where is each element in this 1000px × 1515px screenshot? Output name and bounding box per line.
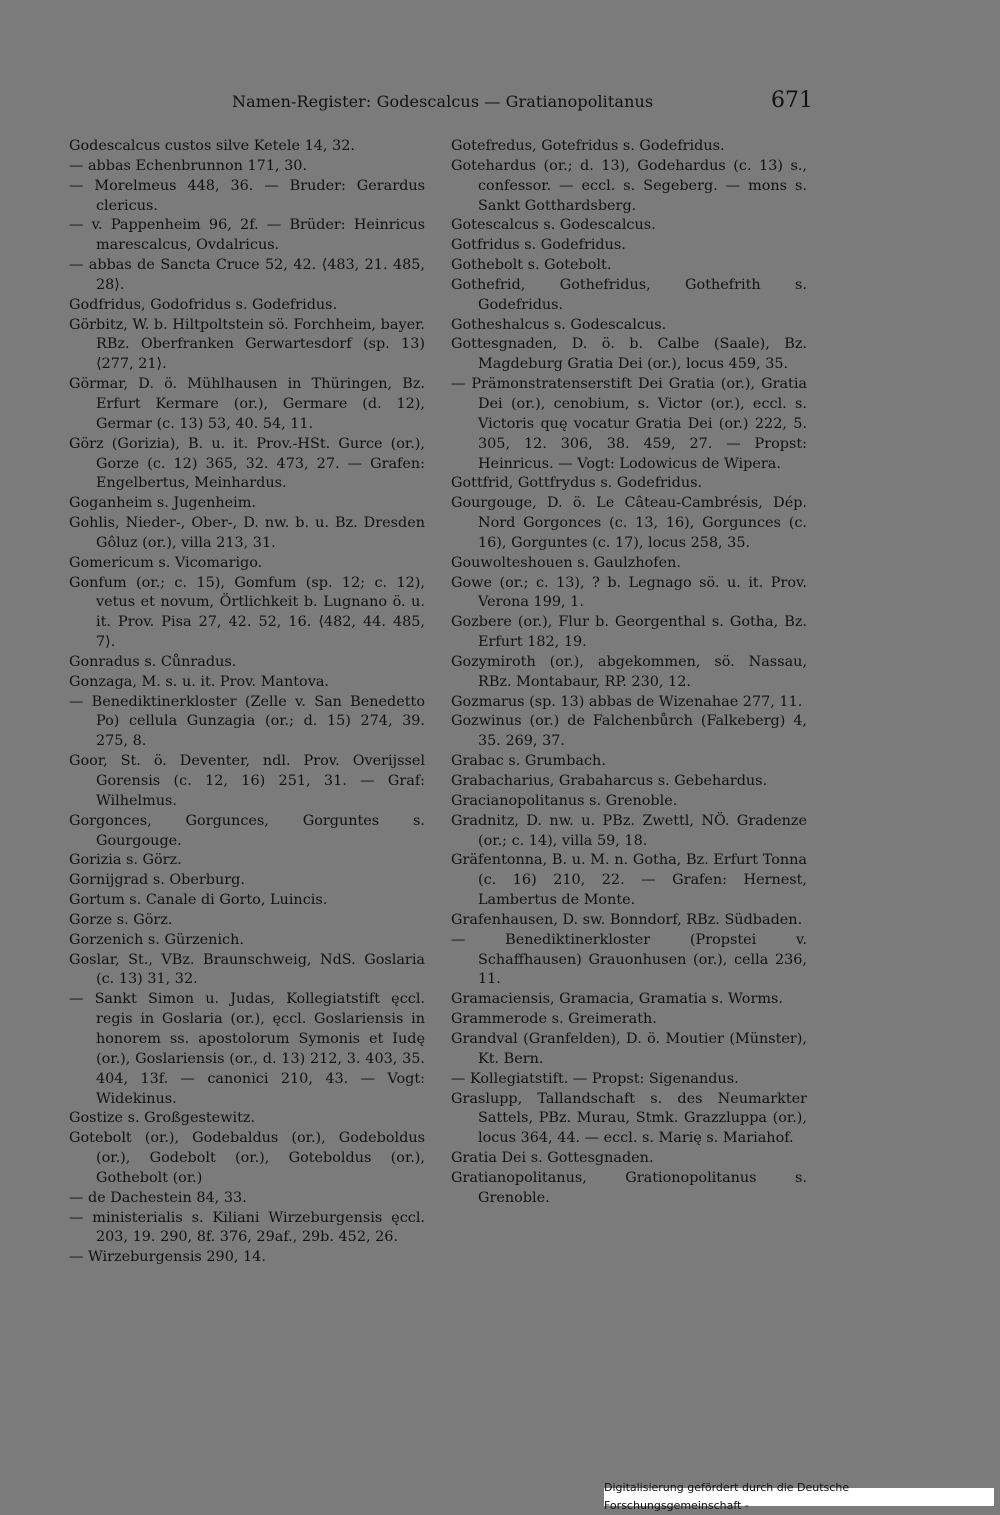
footer-text: Digitalisierung gefördert durch die Deutsche Forschungsgemeinschaft - [604, 1481, 850, 1512]
register-entry: — abbas de Sancta Cruce 52, 42. ⟨483, 21. 485, 28⟩. [69, 257, 425, 293]
register-entry: Gohlis, Nieder-, Ober-, D. nw. b. u. Bz. Dresden Gôluz (or.), villa 213, 31. [69, 515, 425, 551]
register-entry: Gortum s. Canale di Gorto, Luincis. [69, 892, 328, 909]
register-entry: Goor, St. ö. Deventer, ndl. Prov. Overijssel Gorensis (c. 12, 16) 251, 31. — Graf: Wilhelmus. [69, 753, 425, 809]
register-entry: — de Dachestein 84, 33. [69, 1189, 247, 1206]
register-entry: Godescalcus custos silve Ketele 14, 32. [69, 138, 355, 154]
register-entry: Gozwinus (or.) de Falchenbůrch (Falkeberg) 4, 35. 269, 37. [451, 713, 807, 750]
register-entry: Gozmarus (sp. 13) abbas de Wizenahae 277, 11. [451, 693, 803, 710]
register-entry: Gratia Dei s. Gottesgnaden. [451, 1150, 654, 1167]
register-entry: Gotfridus s. Godefridus. [451, 237, 626, 254]
running-title: Namen-Register: Godescalcus — Gratianopolitanus [232, 92, 654, 111]
register-entry: Grammerode s. Greimerath. [451, 1011, 657, 1028]
register-entry: — Kollegiatstift. — Propst: Sigenandus. [451, 1070, 739, 1087]
register-entry: Gouwolteshouen s. Gaulzhofen. [451, 554, 681, 571]
register-entry: Gorizia s. Görz. [69, 852, 182, 869]
register-entry: Gorzenich s. Gürzenich. [69, 931, 244, 948]
register-entry: — Prämonstratenserstift Dei Gratia (or.), Gratia Dei (or.), cenobium, s. Victor (or.), eccl. s. Victoris quę vocatur Gratia Dei (or.) 222, 5. 305, 12. 306, 38. 459, 27. — Propst: Heinricus. — Vogt: Lodowicus de Wipera. [451, 376, 807, 472]
register-entry: Goganheim s. Jugenheim. [69, 495, 257, 512]
register-entry: — Benediktinerkloster (Zelle v. San Benedetto Po) cellula Gunzagia (or.; d. 15) 274, 39. 275, 8. [69, 693, 425, 750]
register-entry: — Wirzeburgensis 290, 14. [69, 1249, 266, 1266]
register-entry: Gotheshalcus s. Godescalcus. [451, 316, 667, 333]
register-entry: Görmar, D. ö. Mühlhausen in Thüringen, Bz. Erfurt Kermare (or.), Germare (d. 12), Germar (c. 13) 53, 40. 54, 11. [69, 376, 425, 432]
register-entry: Gramaciensis, Gramacia, Gramatia s. Worms. [451, 991, 783, 1008]
register-entry: Gomericum s. Vicomarigo. [69, 554, 263, 571]
register-entry: — Benediktinerkloster (Propstei v. Schaffhausen) Grauonhusen (or.), cella 236, 11. [451, 931, 807, 988]
right-column [451, 137, 807, 1209]
register-entry: Gotescalcus s. Godescalcus. [451, 217, 656, 234]
register-entry: — abbas Echenbrunnon 171, 30. [69, 157, 308, 174]
register-entry: Gotebolt (or.), Godebaldus (or.), Godeboldus (or.), Godebolt (or.), Goteboldus (or.), Gothebolt (or.) [69, 1130, 425, 1186]
register-entry: Gonzaga, M. s. u. it. Prov. Mantova. [69, 673, 330, 690]
register-entry: Gratianopolitanus, Grationopolitanus s. Grenoble. [451, 1169, 807, 1206]
register-entry: Gozbere (or.), Flur b. Georgenthal s. Gotha, Bz. Erfurt 182, 19. [451, 614, 807, 651]
page-header [0, 88, 1000, 120]
register-entry: Gonradus s. Cůnradus. [69, 653, 237, 670]
register-entry: Grabac s. Grumbach. [451, 753, 606, 770]
register-entry: — Morelmeus 448, 36. — Bruder: Gerardus clericus. [69, 177, 425, 214]
register-entry: Gornijgrad s. Oberburg. [69, 872, 245, 889]
register-entry: Gracianopolitanus s. Grenoble. [451, 792, 678, 809]
register-entry: Gothefrid, Gothefridus, Gothefrith s. Godefridus. [451, 276, 807, 313]
dfg-footer [604, 1481, 994, 1512]
register-entry: Gotehardus (or.; d. 13), Godehardus (c. 13) s., confessor. — eccl. s. Segeberg. — mons s. Sankt Gotthardsberg. [451, 157, 807, 214]
register-entry: Görbitz, W. b. Hiltpoltstein sö. Forchheim, bayer. RBz. Oberfranken Gerwartesdorf (sp. 13) ⟨277, 21⟩. [69, 316, 425, 373]
register-entry: Gräfentonna, B. u. M. n. Gotha, Bz. Erfurt Tonna (c. 16) 210, 22. — Grafen: Hernest, Lambertus de Monte. [451, 852, 807, 909]
register-entry: Goslar, St., VBz. Braunschweig, NdS. Goslaria (c. 13) 31, 32. [69, 951, 425, 988]
register-entry: Gothebolt s. Gotebolt. [451, 257, 612, 274]
register-entry: Gourgouge, D. ö. Le Câteau-Cambrésis, Dép. Nord Gorgonces (c. 13, 16), Gorgunces (c. 16), Gorguntes (c. 17), locus 258, 35. [451, 495, 807, 551]
register-entry: — Sankt Simon u. Judas, Kollegiatstift ęccl. regis in Goslaria (or.), ęccl. Goslariensis in honorem ss. apostolorum Symonis et Iudę (or.), Goslariensis (or., d. 13) 212, 3. 403, 35. 404, 13f. — canonici 210, 43. — Vogt: Widekinus. [69, 991, 425, 1107]
register-entry: Godfridus, Godofridus s. Godefridus. [69, 296, 338, 313]
register-entry: Gozymiroth (or.), abgekommen, sö. Nassau, RBz. Montabaur, RP. 230, 12. [451, 653, 807, 690]
register-entry: Gorze s. Görz. [69, 911, 173, 928]
register-entry: Görz (Gorizia), B. u. it. Prov.-HSt. Gurce (or.), Gorze (c. 12) 365, 32. 473, 27. — Grafen: Engelbertus, Meinhardus. [69, 435, 425, 492]
register-entry: Gowe (or.; c. 13), ? b. Legnago sö. u. it. Prov. Verona 199, 1. [451, 574, 807, 611]
left-column [69, 137, 425, 1268]
register-entry: Graslupp, Tallandschaft s. des Neumarkter Sattels, PBz. Murau, Stmk. Grazzluppa (or.), locus 364, 44. — eccl. s. Marię s. Mariahof. [451, 1090, 807, 1147]
register-entry: Grandval (Granfelden), D. ö. Moutier (Münster), Kt. Bern. [451, 1030, 807, 1067]
register-entry: Gottesgnaden, D. ö. b. Calbe (Saale), Bz. Magdeburg Gratia Dei (or.), locus 459, 35. [451, 336, 807, 373]
register-entry: Gostize s. Großgestewitz. [69, 1110, 256, 1127]
page-number: 671 [771, 88, 813, 113]
register-entry: — v. Pappenheim 96, 2f. — Brüder: Heinricus marescalcus, Ovdalricus. [69, 217, 425, 254]
register-entry: Grafenhausen, D. sw. Bonndorf, RBz. Südbaden. [451, 911, 803, 928]
register-entry: Grabacharius, Grabaharcus s. Gebehardus. [451, 773, 768, 789]
register-entry: Gorgonces, Gorgunces, Gorguntes s. Gourgouge. [69, 812, 425, 849]
register-entry: Gonfum (or.; c. 15), Gomfum (sp. 12; c. 12), vetus et novum, Örtlichkeit b. Lugnano ö. u. it. Prov. Pisa 27, 42. 52, 16. ⟨482, 44. 485, 7⟩. [69, 574, 425, 651]
register-entry: — ministerialis s. Kiliani Wirzeburgensis ęccl. 203, 19. 290, 8f. 376, 29af., 29b. 452, 26. [69, 1209, 425, 1246]
register-entry: Gotefredus, Gotefridus s. Godefridus. [451, 138, 725, 154]
register-entry: Gradnitz, D. nw. u. PBz. Zwettl, NÖ. Gradenze (or.; c. 14), villa 59, 18. [451, 812, 807, 849]
register-entry: Gottfrid, Gottfrydus s. Godefridus. [451, 475, 703, 492]
